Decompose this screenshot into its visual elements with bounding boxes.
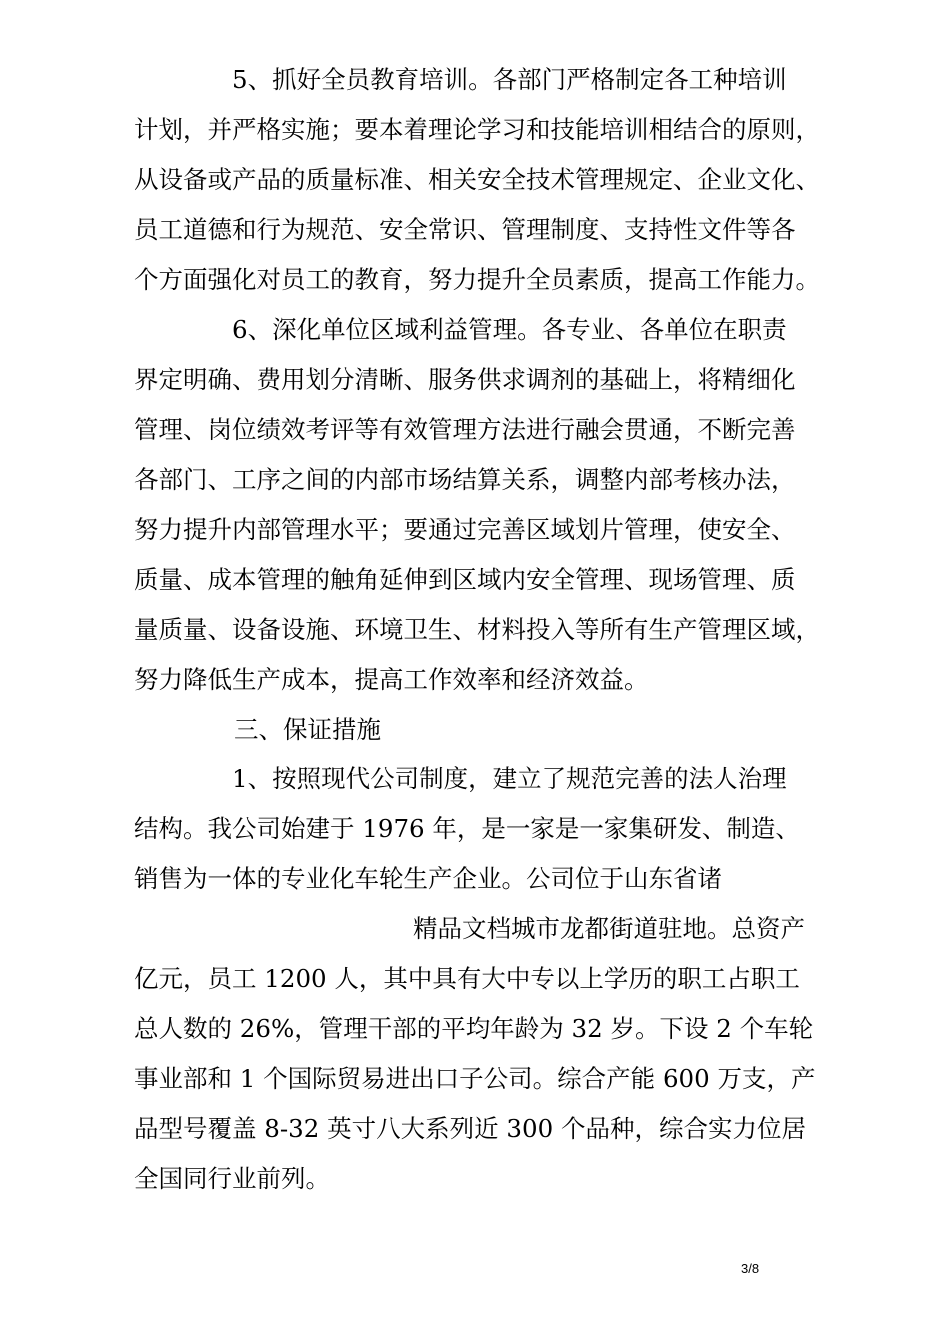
text-line: 个方面强化对员工的教育，努力提升全员素质，提高工作能力。 — [134, 265, 820, 294]
text-line: 5、抓好全员教育培训。各部门严格制定各工种培训 — [232, 65, 787, 94]
text-line: 结构。我公司始建于 1976 年，是一家是一家集研发、制造、 — [134, 814, 800, 843]
text-line: 质量、成本管理的触角延伸到区域内安全管理、现场管理、质 — [134, 565, 796, 594]
text-line: 事业部和 1 个国际贸易进出口子公司。综合产能 600 万支，产 — [134, 1064, 816, 1093]
text-line: 亿元，员工 1200 人，其中具有大中专以上学历的职工占职工 — [134, 964, 800, 993]
text-line: 各部门、工序之间的内部市场结算关系，调整内部考核办法， — [134, 465, 796, 494]
text-line: 计划，并严格实施；要本着理论学习和技能培训相结合的原则， — [134, 115, 820, 144]
text-line: 全国同行业前列。 — [134, 1164, 330, 1193]
text-line: 努力降低生产成本，提高工作效率和经济效益。 — [134, 665, 649, 694]
text-line: 努力提升内部管理水平；要通过完善区域划片管理，使安全、 — [134, 515, 796, 544]
text-line: 员工道德和行为规范、安全常识、管理制度、支持性文件等各 — [134, 215, 796, 244]
section-heading: 三、保证措施 — [234, 715, 381, 744]
text-line: 6、深化单位区域利益管理。各专业、各单位在职责 — [232, 315, 787, 344]
text-line: 总人数的 26%，管理干部的平均年龄为 32 岁。下设 2 个车轮 — [134, 1014, 814, 1043]
page-number: 3/8 — [741, 1261, 760, 1276]
text-line: 1、按照现代公司制度，建立了规范完善的法人治理 — [232, 764, 787, 793]
text-line: 从设备或产品的质量标准、相关安全技术管理规定、企业文化、 — [134, 165, 820, 194]
text-line: 销售为一体的专业化车轮生产企业。公司位于山东省诸 — [134, 864, 722, 893]
text-line: 量质量、设备设施、环境卫生、材料投入等所有生产管理区域， — [134, 615, 820, 644]
text-line: 界定明确、费用划分清晰、服务供求调剂的基础上，将精细化 — [134, 365, 796, 394]
text-line: 精品文档城市龙都街道驻地。总资产 — [413, 914, 805, 943]
text-line: 管理、岗位绩效考评等有效管理方法进行融会贯通，不断完善 — [134, 415, 796, 444]
text-line: 品型号覆盖 8-32 英寸八大系列近 300 个品种，综合实力位居 — [134, 1114, 806, 1143]
